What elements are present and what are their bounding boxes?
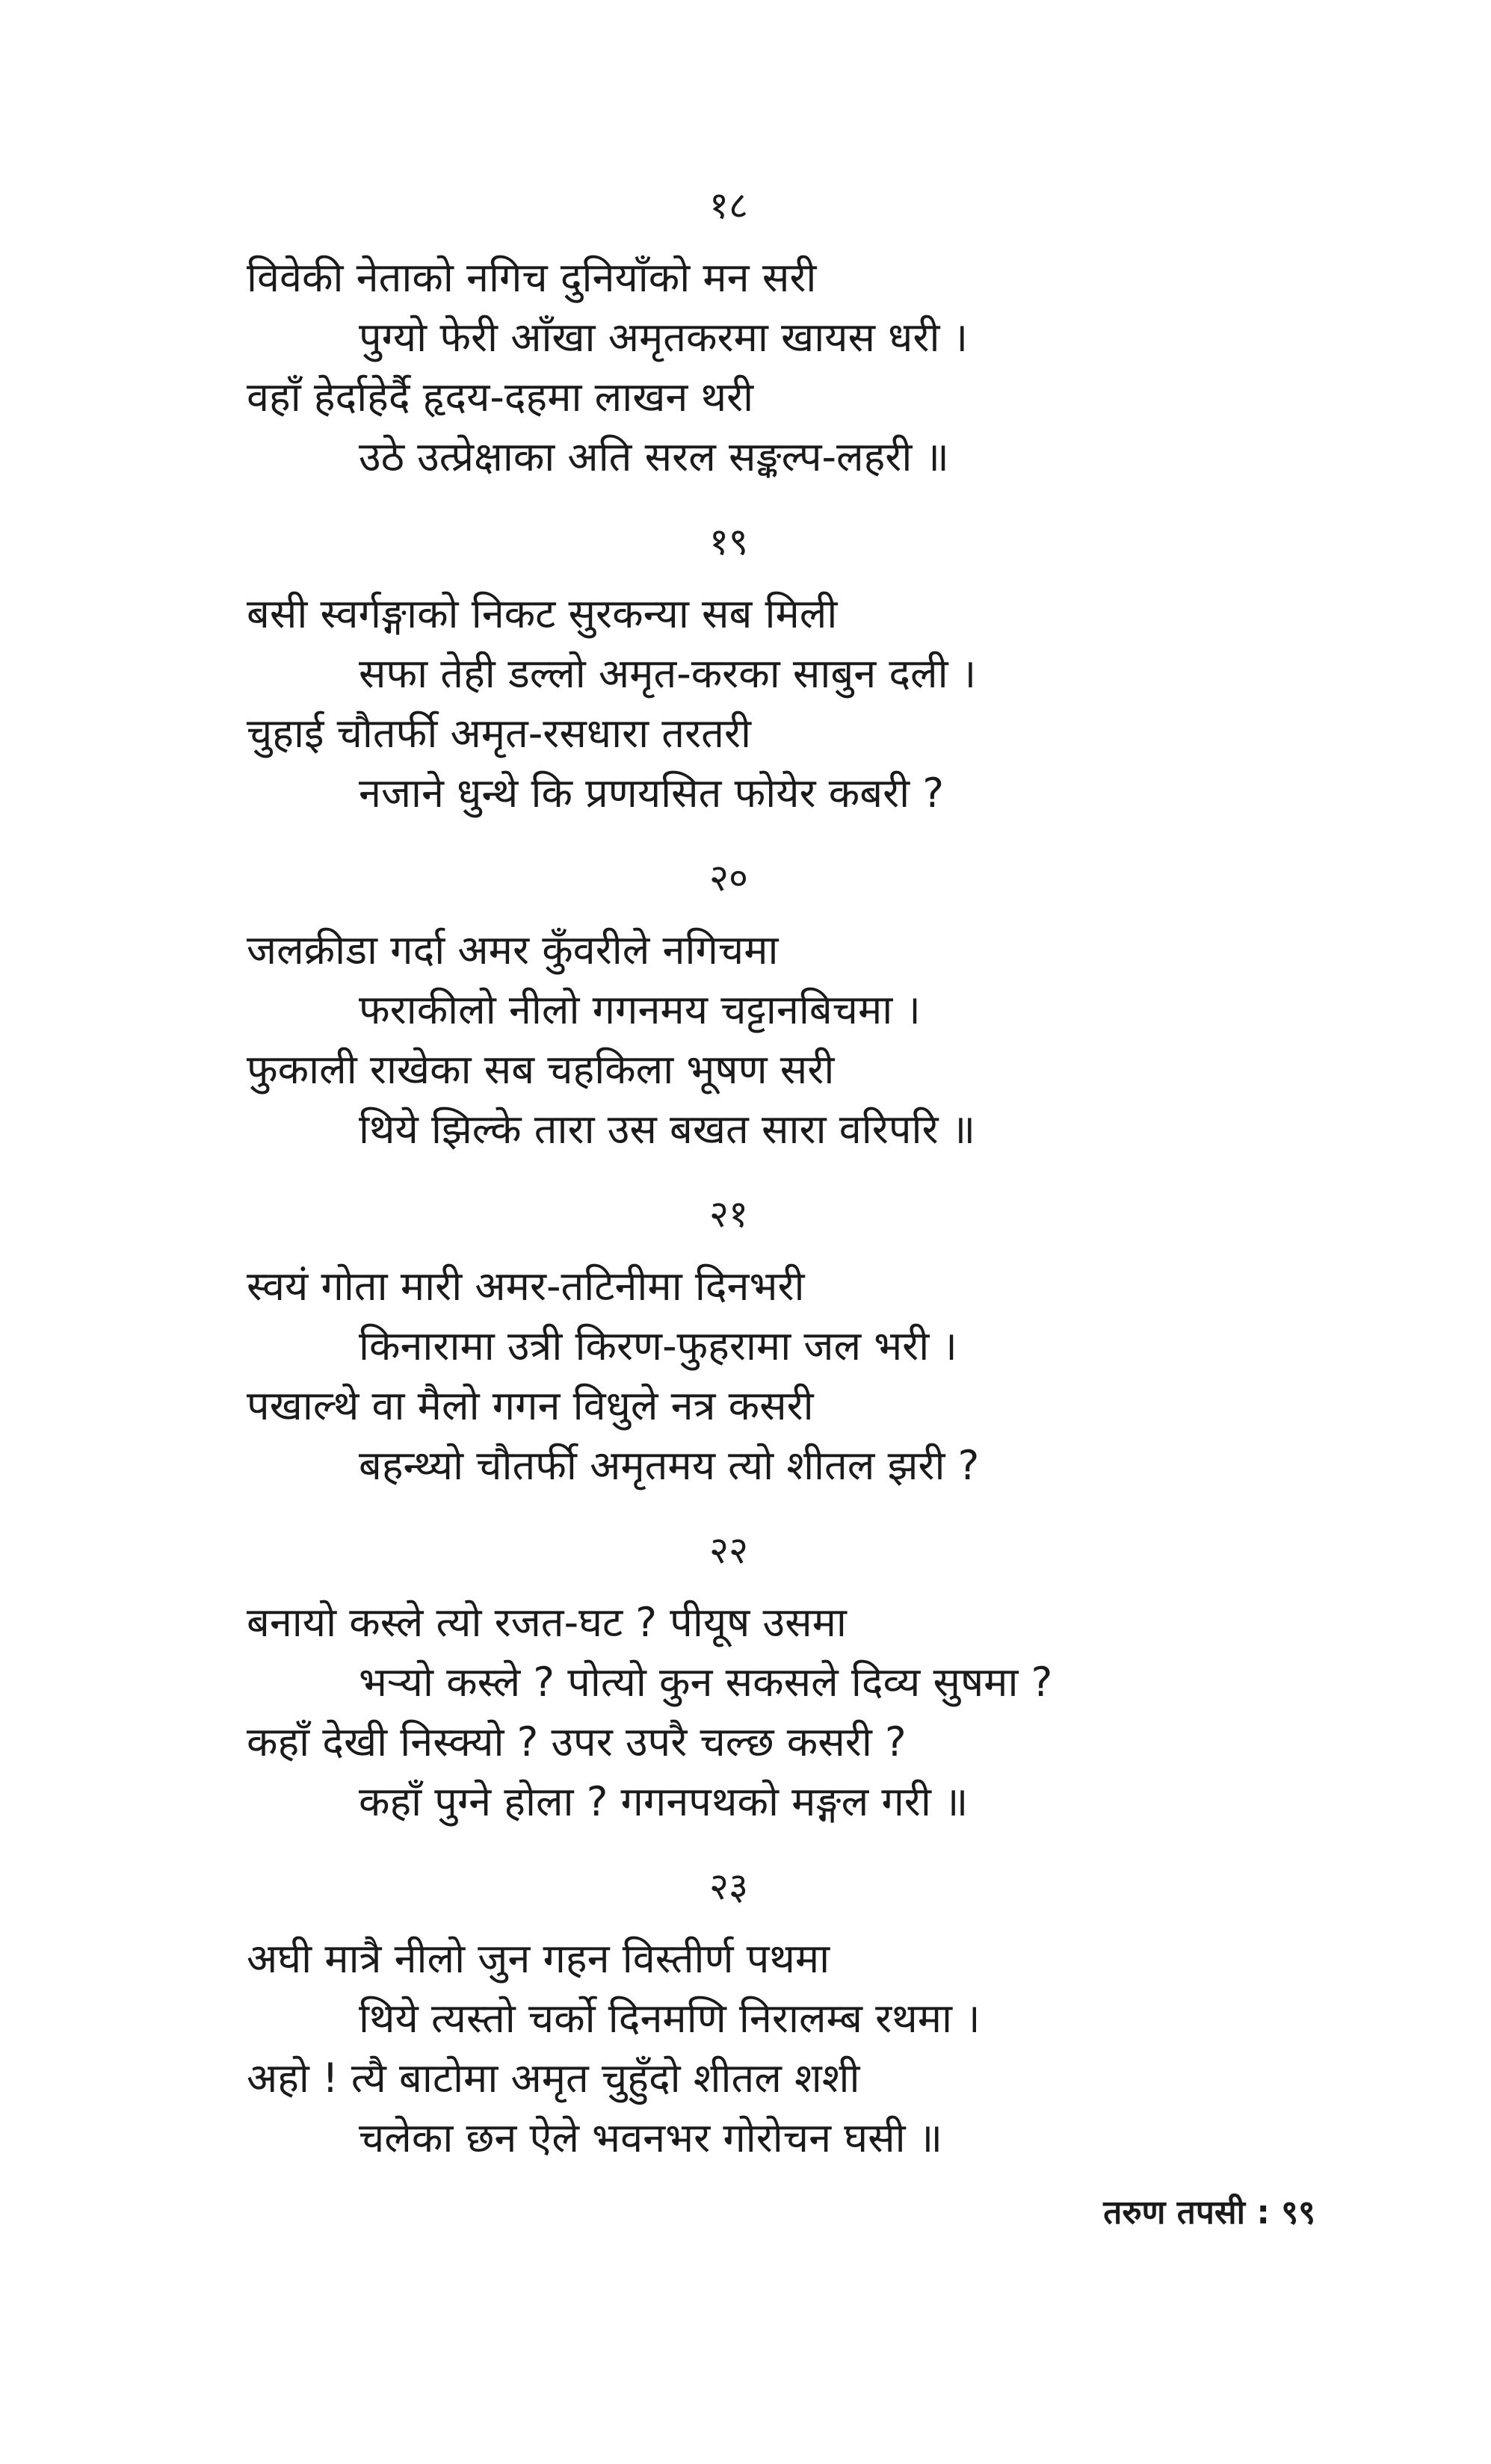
verse-19 bbox=[247, 516, 1188, 823]
verse-line: पुग्यो फेरी आँखा अमृतकरमा खायस धरी । bbox=[359, 314, 969, 361]
verse-line: बहन्थ्यो चौतर्फी अमृतमय त्यो शीतल झरी ? bbox=[359, 1442, 980, 1489]
verse-number: २२ bbox=[709, 1529, 748, 1572]
verse-line: अघी मात्रै नीलो जुन गहन विस्तीर्ण पथमा bbox=[247, 1935, 830, 1982]
verse-18 bbox=[247, 179, 1188, 487]
verse-23 bbox=[247, 1860, 1188, 2168]
verse-line: विवेकी नेताको नगिच दुनियाँको मन सरी bbox=[247, 254, 817, 301]
verse-line: चुहाई चौतर्फी अमृत-रसधारा तरतरी bbox=[247, 710, 752, 757]
verse-line: बनायो कस्ले त्यो रजत-घट ? पीयूष उसमा bbox=[247, 1599, 847, 1646]
verse-line: फराकीलो नीलो गगनमय चट्टानबिचमा । bbox=[359, 986, 921, 1033]
verse-line: उठे उत्प्रेक्षाका अति सरल सङ्कल्प-लहरी ॥ bbox=[359, 433, 949, 480]
running-footer: तरुण तपसी : ९९ bbox=[1103, 2194, 1315, 2232]
verse-number: १८ bbox=[709, 184, 748, 227]
verse-line: थिये त्यस्तो चर्को दिनमणि निरालम्ब रथमा । bbox=[359, 1995, 981, 2042]
verse-line: चलेका छन ऐले भवनभर गोरोचन घसी ॥ bbox=[359, 2114, 943, 2161]
verse-line: नजाने धुन्थे कि प्रणयसित फोयेर कबरी ? bbox=[359, 770, 944, 817]
verse-number: २० bbox=[709, 856, 748, 900]
verse-line: भर्‍यो कस्ले ? पोत्यो कुन सकसले दिव्य सुषमा ? bbox=[359, 1659, 1053, 1706]
verse-line: फुकाली राखेका सब चहकिला भूषण सरी bbox=[247, 1046, 835, 1093]
verse-line: स्वयं गोता मारी अमर-तटिनीमा दिनभरी bbox=[247, 1263, 805, 1310]
verse-line: कहाँ देखी निस्क्यो ? उपर उपरै चल्छ कसरी ? bbox=[247, 1718, 907, 1765]
verse-line: किनारामा उत्री किरण-फुहरामा जल भरी । bbox=[359, 1322, 957, 1369]
verse-20 bbox=[247, 852, 1188, 1160]
verse-line: सफा तेही डल्लो अमृत-करका साबुन दली । bbox=[359, 650, 977, 697]
verse-number: २१ bbox=[709, 1192, 748, 1236]
verse-line: वहाँ हेर्दाहेर्दै हृदय-दहमा लाखन थरी bbox=[247, 374, 754, 421]
verse-line: अहो ! त्यै बाटोमा अमृत चुहुँदो शीतल शशी bbox=[247, 2055, 860, 2102]
verse-21 bbox=[247, 1188, 1188, 1496]
verse-line: बसी स्वर्गङ्गाको निकट सुरकन्या सब मिली bbox=[247, 590, 838, 637]
verse-line: कहाँ पुग्ने होला ? गगनपथको मङ्गल गरी ॥ bbox=[359, 1778, 969, 1825]
verse-line: पखाल्थे वा मैलो गगन विधुले नत्र कसरी bbox=[247, 1382, 814, 1429]
verse-number: १९ bbox=[709, 520, 748, 563]
verse-number: २३ bbox=[709, 1865, 748, 1908]
verse-line: जलक्रीडा गर्दा अमर कुँवरीले नगिचमा bbox=[247, 926, 779, 973]
verse-line: थिये झिल्के तारा उस बखत सारा वरिपरि ॥ bbox=[359, 1106, 976, 1153]
verse-22 bbox=[247, 1524, 1188, 1832]
